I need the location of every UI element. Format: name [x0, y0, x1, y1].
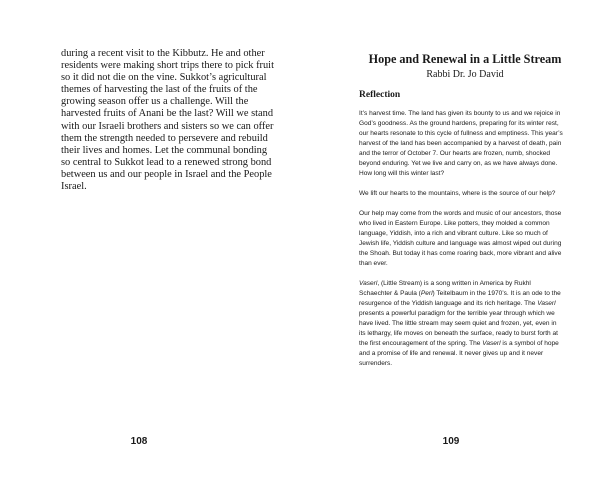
paragraph-4-text: is a symbol of hope and a promise of life and renewal. It never gives up and it never surrenders.	[359, 340, 559, 367]
body-paragraph-1: It’s harvest time. The land has given its bounty to us and we rejoice in God’s goodness. As the ground hardens, preparing for its winter rest, our hearts resonate to this cycle of fullness and emptiness. This year’s harvest of the land has been accompanied by a harvest of death, pain and the terror of October 7. Our hearts are frozen, numb, shocked beyond enduring. Yet we live and carry on, as we have always done. How long will this winter last?	[359, 110, 563, 177]
right-page	[300, 0, 600, 480]
paragraph-4-text: ) Teitelbaum in the 1970’s. It is an ode to the resurgence of the Yiddish language and its rich heritage. The	[359, 290, 561, 307]
vaserl-term: Vaserl	[359, 280, 378, 287]
body-paragraph-4	[359, 279, 564, 369]
body-paragraph-2: We lift our hearts to the mountains, where is the source of our help?	[359, 190, 556, 197]
right-page-number: 109	[442, 436, 460, 447]
left-page-text: during a recent visit to the Kibbutz. He and other residents were making short trips there to pick fruit so it did not die on the vine. Sukkot’s agricultural themes of harvesting the last of the fruits of the growing season offer us a challenge. Will the harvested fruits of Anani be the last? Will we stand with our Israeli brothers and sisters so we can offer them the strength needed to persevere and rebuild their lives and homes. Let the communal bonding so central to Sukkot lead to a renewed strong bond between us and our people in Israel and the People Israel.	[61, 48, 274, 193]
article-body	[359, 109, 564, 379]
article-author: Rabbi Dr. Jo David	[426, 69, 504, 80]
perl-term: Perl	[420, 290, 433, 297]
article-title: Hope and Renewal in a Little Stream	[368, 52, 562, 66]
left-page-number: 108	[130, 436, 148, 447]
section-heading: Reflection	[359, 90, 401, 100]
paragraph-4-text: presents a powerful paradigm for the terrible year through which we have lived. The little stream may seem quiet and frozen, yet, even in its lethargy, life moves on beneath the surface, ready to burst forth at the first encouragement of the spring. The	[359, 310, 558, 347]
body-paragraph-3: Our help may come from the words and music of our ancestors, those who lived in Eastern Europe. Like potters, they molded a common language, Yiddish, into a rich and vibrant culture. Like so much of Jewish life, Yiddish culture and language was almost wiped out during the Shoah. But today it has come roaring back, more vibrant and alive than ever.	[359, 210, 562, 267]
paragraph-4-text: , (Little Stream) is a song written in America by Rukhl Schaechter & Paula (	[359, 280, 531, 297]
vaserl-term: Vaserl	[537, 300, 556, 307]
vaserl-term: Vaserl	[482, 340, 501, 347]
